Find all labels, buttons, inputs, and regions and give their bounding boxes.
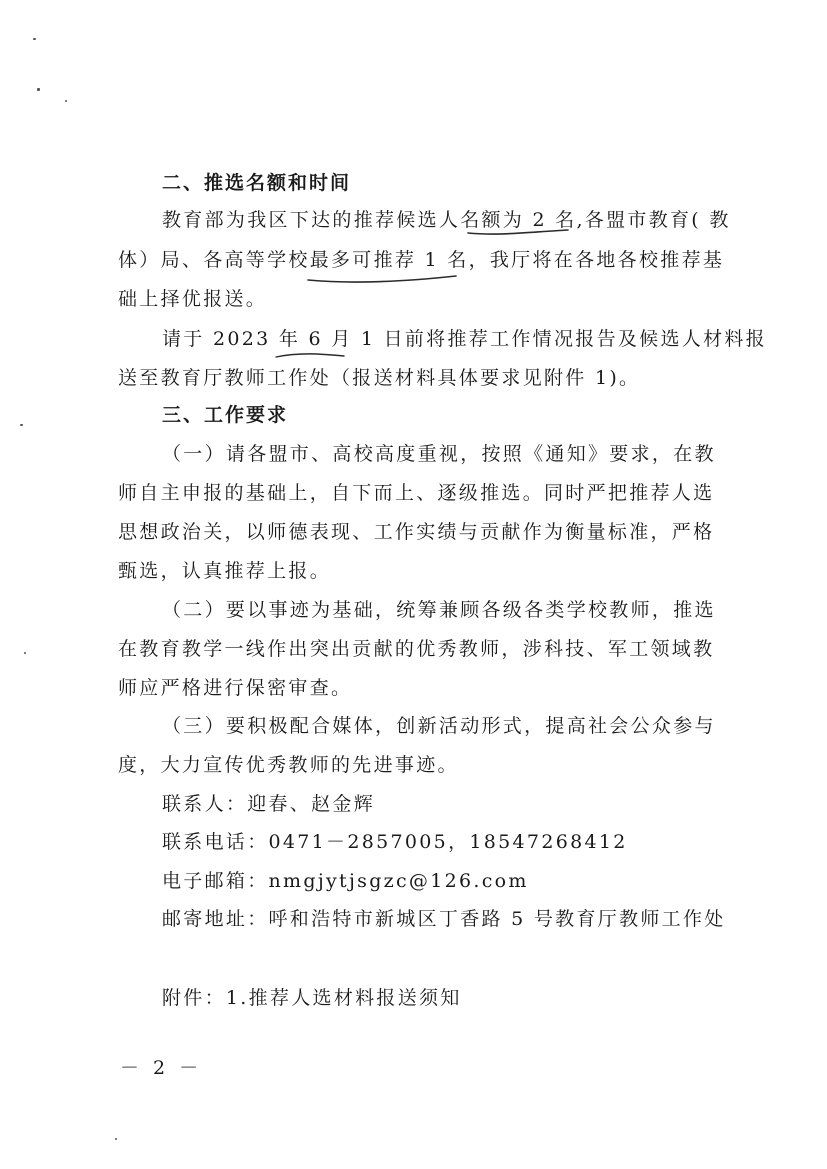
paragraph-line: 在教育教学一线作出突出贡献的优秀教师，涉科技、军工领域教 — [118, 638, 715, 660]
contact-phone: 联系电话：0471－2857005，18547268412 — [162, 831, 628, 853]
pen-overline-teacher-office — [276, 354, 344, 357]
paragraph-line: （三）要积极配合媒体，创新活动形式，提高社会公众参与 — [162, 715, 716, 737]
pen-underline-max-recommend — [308, 276, 456, 282]
paragraph-line: 础上择优报送。 — [118, 288, 268, 310]
paragraph-line: 请于 2023 年 6 月 1 日前将推荐工作情况报告及候选人材料报 — [162, 328, 767, 350]
page-number: － 2 － — [120, 1057, 203, 1079]
paragraph-line: 思想政治关，以师德表现、工作实绩与贡献作为衡量标准，严格 — [118, 521, 715, 543]
attachment-line: 附件：1.推荐人选材料报送须知 — [162, 987, 462, 1009]
pen-underline-quota — [468, 230, 568, 234]
section-heading-quota-time: 二、推选名额和时间 — [162, 172, 352, 194]
paragraph-line: 甄选，认真推荐上报。 — [118, 560, 332, 582]
contact-person: 联系人：迎春、赵金辉 — [162, 793, 376, 815]
paragraph-line: （二）要以事迹为基础，统筹兼顾各级各类学校教师，推选 — [162, 599, 716, 621]
paragraph-line: 体）局、各高等学校最多可推荐 1 名，我厅将在各地各校推荐基 — [118, 249, 725, 271]
scan-speck — [33, 38, 36, 40]
scan-speck — [37, 88, 40, 91]
paragraph-line: 师应严格进行保密审查。 — [118, 677, 353, 699]
paragraph-line: 师自主申报的基础上，自下而上、逐级推选。同时严把推荐人选 — [118, 482, 715, 504]
paragraph-line: 送至教育厅教师工作处（报送材料具体要求见附件 1)。 — [118, 367, 641, 389]
section-heading-work-requirements: 三、工作要求 — [162, 404, 289, 426]
scan-speck — [20, 424, 23, 426]
scan-speck — [24, 652, 26, 654]
scan-speck — [115, 1138, 117, 1140]
paragraph-line: （一）请各盟市、高校高度重视，按照《通知》要求，在教 — [162, 443, 716, 465]
scan-speck — [65, 100, 67, 102]
contact-email: 电子邮箱：nmgjytjsgzc@126.com — [162, 870, 529, 892]
paragraph-line: 度，大力宣传优秀教师的先进事迹。 — [118, 754, 459, 776]
contact-address: 邮寄地址：呼和浩特市新城区丁香路 5 号教育厅教师工作处 — [162, 908, 726, 930]
paragraph-line: 教育部为我区下达的推荐候选人名额为 2 名,各盟市教育( 教 — [162, 209, 731, 231]
